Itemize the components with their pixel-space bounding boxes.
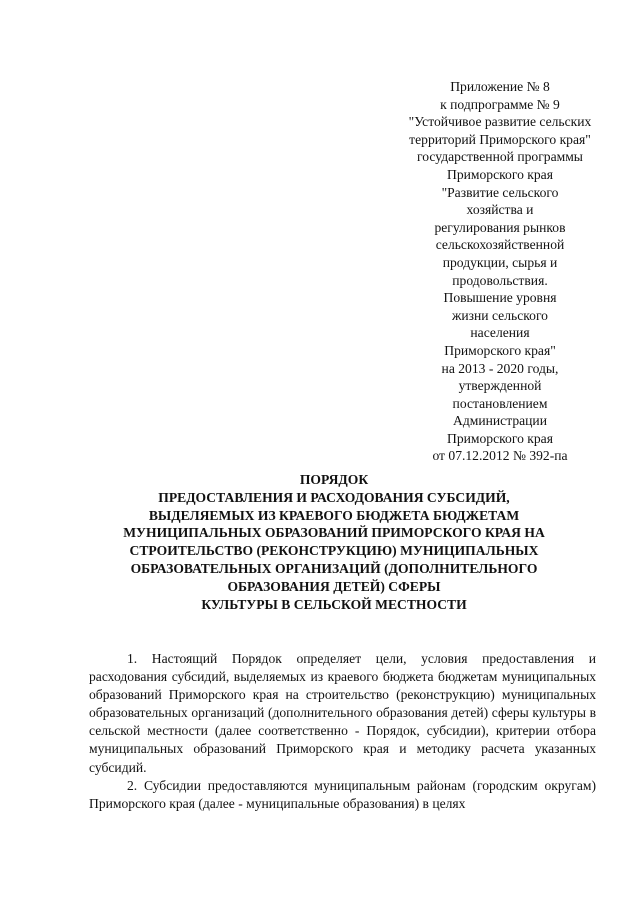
title-line: СТРОИТЕЛЬСТВО (РЕКОНСТРУКЦИЮ) МУНИЦИПАЛЬНЫХ xyxy=(129,543,539,559)
appendix-line: территорий Приморского края" xyxy=(409,131,591,147)
appendix-line: "Развитие сельского xyxy=(441,184,559,200)
appendix-line: "Устойчивое развитие сельских xyxy=(408,114,592,130)
title-line: МУНИЦИПАЛЬНЫХ ОБРАЗОВАНИЙ ПРИМОРСКОГО КРАЯ НА xyxy=(123,525,545,541)
appendix-line: Приморского края xyxy=(447,430,553,446)
appendix-line: от 07.12.2012 № 392-па xyxy=(432,448,568,464)
appendix-line: на 2013 - 2020 годы, xyxy=(441,360,559,376)
appendix-line: регулирования рынков xyxy=(434,219,566,235)
appendix-line: Администрации xyxy=(453,413,547,429)
appendix-line: хозяйства и xyxy=(466,202,534,218)
appendix-header xyxy=(315,78,640,465)
title-line: ПРЕДОСТАВЛЕНИЯ И РАСХОДОВАНИЯ СУБСИДИЙ, xyxy=(158,489,510,505)
appendix-line: населения xyxy=(470,325,530,341)
appendix-line: Приморского края xyxy=(447,166,553,182)
title-line: ОБРАЗОВАТЕЛЬНЫХ ОРГАНИЗАЦИЙ (ДОПОЛНИТЕЛЬНОГО xyxy=(130,560,538,576)
appendix-line: жизни сельского xyxy=(452,307,548,323)
appendix-line: продовольствия. xyxy=(452,272,548,288)
title-line: КУЛЬТУРЫ В СЕЛЬСКОЙ МЕСТНОСТИ xyxy=(201,596,467,612)
appendix-line: к подпрограмме № 9 xyxy=(440,96,560,112)
paragraph-2: 2. Субсидии предоставляются муниципальным районам (городским округам) Приморского края (далее - муниципальные образования) в целях xyxy=(89,777,596,811)
document-body xyxy=(89,650,596,813)
title-line: ПОРЯДОК xyxy=(299,472,369,487)
appendix-line: Приморского края" xyxy=(444,342,556,358)
title-line: ВЫДЕЛЯЕМЫХ ИЗ КРАЕВОГО БЮДЖЕТА БЮДЖЕТАМ xyxy=(148,507,520,523)
paragraph-1: 1. Настоящий Порядок определяет цели, условия предоставления и расходования субсидий, выделяемых из краевого бюджета бюджетам муниципальных образований Приморского края на строительство (реконструкцию) муниципальных образовательных организаций (дополнительного образования детей) сферы культуры в сельской местности (далее соответственно - Порядок, субсидии), критерии отбора муниципальных образований Приморского края и методику расчета указанных субсидий. xyxy=(89,651,596,775)
title-line: ОБРАЗОВАНИЯ ДЕТЕЙ) СФЕРЫ xyxy=(227,578,441,594)
appendix-line: Приложение № 8 xyxy=(450,79,550,94)
appendix-line: сельскохозяйственной xyxy=(435,237,565,253)
appendix-line: Повышение уровня xyxy=(443,290,557,306)
appendix-line: государственной программы xyxy=(417,149,583,165)
appendix-line: утвержденной xyxy=(458,378,542,394)
appendix-line: продукции, сырья и xyxy=(442,254,558,270)
appendix-line: постановлением xyxy=(452,395,548,411)
document-title xyxy=(60,471,608,613)
